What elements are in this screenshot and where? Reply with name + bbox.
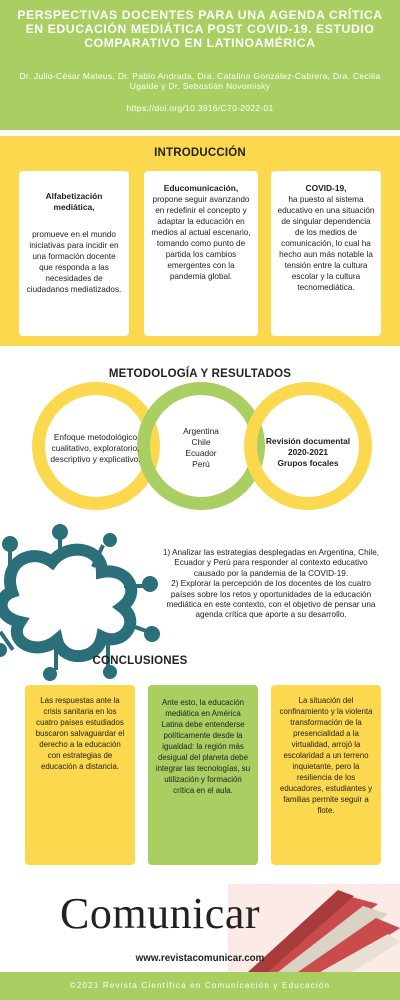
intro-card-covid — [271, 171, 381, 336]
comunicar-logo: Comunicar — [60, 889, 261, 938]
intro-card-heading: Educomunicación, — [163, 183, 239, 193]
methods-line: 2020-2021 — [287, 447, 329, 457]
footer-banner: ©2021 Revista Científica en Comunicación y Educación — [0, 972, 400, 1000]
authors: Dr. Julio-César Mateus, Dr. Pablo Andrada, Dra. Catalina González-Cabrera, Dra. Cecilia Ugalde y Dr. Sebastián Novomisky — [19, 71, 381, 91]
objective-1: 1) Analizar las estrategias desplegadas en Argentina, Chile, Ecuador y Perú para responder al contexto educativo causado por la pandemia de la COVID-19. — [162, 548, 380, 578]
conclusions-title: CONCLUSIONES — [92, 655, 188, 667]
conclusion-card-2: Ante esto, la educación mediática en América Latina debe entenderse políticamente desde la igualdad: la región más desigual del planeta debe integrar las tecnologías, su utilización y formación crítica en el aula. — [148, 685, 258, 865]
website-link[interactable]: www.revistacomunicar.com — [135, 953, 265, 964]
intro-card-body: propone seguir avanzando en redefinir el concepto y adaptar la educación en medios al actual escenario, tomando como punto de partida los cambios emergentes con la pandemia global. — [151, 195, 251, 281]
methods-title: METODOLOGÍA Y RESULTADOS — [108, 368, 292, 380]
countries-list — [160, 426, 242, 470]
intro-card-media-literacy — [19, 171, 129, 336]
circle-approach-text: Enfoque metodológico cualitativo, exploratorio, descriptivo y explicativo. — [50, 432, 141, 464]
country-peru: Perú — [192, 459, 210, 469]
methods-line: Revisión documental — [265, 436, 351, 446]
country-ecuador: Ecuador — [185, 448, 217, 458]
conclusion-card-3: La situación del confinamiento y la violenta transformación de la presencialidad a la virtualidad, arrojó la escolaridad a un terreno inquietante, pero la resiliencia de los educadores, estudiantes y familias permite seguir a flote. — [271, 685, 381, 865]
doi-link[interactable]: https://doi.org/10.3916/C70-2022-01 — [126, 103, 274, 113]
introduction-title: INTRODUCCIÓN — [154, 147, 246, 159]
conclusion-card-1: Las respuestas ante la crisis sanitaria en los cuatro países estudiados buscaron salvaguardar el derecho a la educación con estrategias de educación a distancia. — [25, 685, 135, 865]
intro-card-educommunication — [144, 171, 258, 336]
intro-card-heading: COVID-19, — [305, 183, 347, 193]
research-objectives — [160, 548, 382, 621]
page-title: PERSPECTIVAS DOCENTES PARA UNA AGENDA CRÍTICA EN EDUCACIÓN MEDIÁTICA POST COVID-19. ESTUDIO COMPARATIVO EN LATINOAMÉRICA — [17, 8, 383, 50]
methods-line: Grupos focales — [277, 458, 339, 468]
country-chile: Chile — [191, 437, 211, 447]
country-argentina: Argentina — [183, 426, 219, 436]
header-banner — [0, 0, 400, 130]
intro-card-body: ha puesto al sistema educativo en una situación de singular dependencia de los medios de comunicación, lo cual ha hecho aun más notable la tensión entre la cultura escolar y la cultura tecnomediática. — [277, 195, 375, 292]
circle-methods-text — [262, 436, 354, 469]
intro-card-heading: Alfabetización mediática, — [45, 191, 103, 212]
objective-2: 2) Explorar la percepción de los docentes de los cuatro países sobre los retos y oportunidades de la educación mediática en este contexto, con el objetivo de pensar una agenda crítica que aporte a su desarrollo. — [166, 579, 376, 620]
intro-card-body: promueve en el mundo iniciativas para incidir en una formación docente que responda a las necesidades de ciudadanos mediatizados. — [26, 230, 122, 294]
